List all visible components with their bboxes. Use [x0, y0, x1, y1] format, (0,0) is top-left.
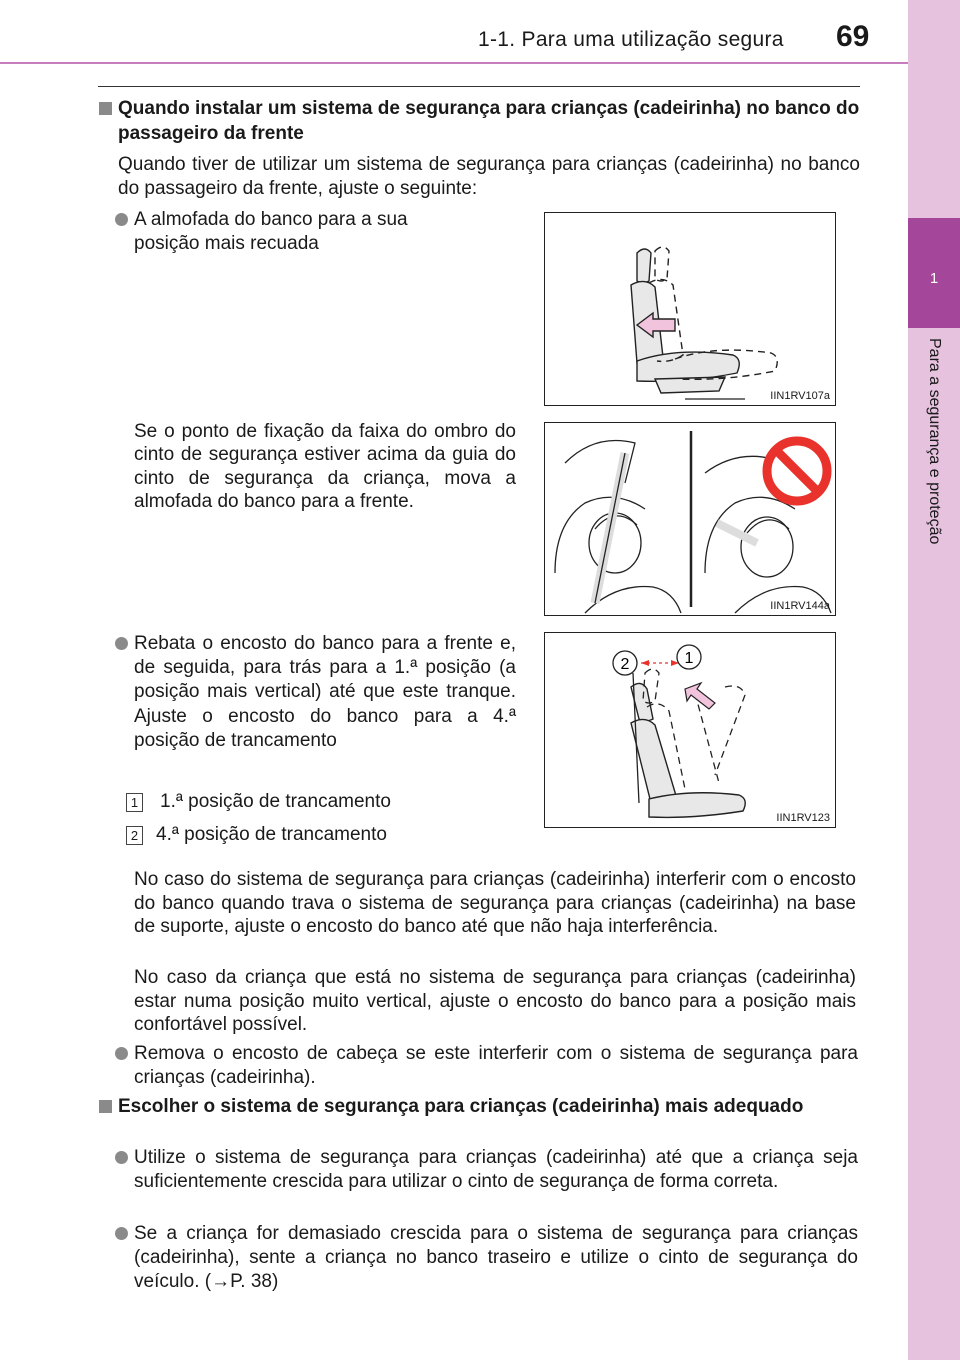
callout-text-2: 4.ª posição de trancamento	[156, 824, 387, 845]
shoulder-belt-note: Se o ponto de fixação da faixa do ombro do cinto de segurança estiver acima da guia do cinto de segurança da criança, mova a almofada do banco para a frente.	[134, 421, 516, 513]
running-header: 1-1. Para uma utilização segura	[478, 28, 784, 51]
bullet-seatback-position: Rebata o encosto do banco para a frente e, de seguida, para trás para a 1.ª posição (a posição mais vertical) até que este tranque. Ajuste o encosto do banco para a 4.ª posição de trancamento	[134, 632, 516, 753]
chapter-side-band	[908, 0, 960, 1360]
section-heading-choose-seat: Escolher o sistema de segurança para crianças (cadeirinha) mais adequado	[118, 1094, 858, 1119]
prohibited-icon	[767, 441, 827, 501]
section-heading-front-seat: Quando instalar um sistema de segurança para crianças (cadeirinha) no banco do passageiro da frente	[118, 96, 860, 146]
bullet-cushion-rearmost: A almofada do banco para a sua posição mais recuada	[134, 208, 464, 256]
callout-number-1: 1	[126, 793, 143, 812]
round-bullet-icon	[115, 1227, 128, 1240]
page-number: 69	[836, 20, 870, 53]
callout-text-1: 1.ª posição de trancamento	[160, 791, 391, 812]
figure3-label-2: 2	[620, 656, 630, 673]
bullet-rear-seat: Se a criança for demasiado crescida para o sistema de segurança para crianças (cadeirinha), sente a criança no banco traseiro e utilize o cinto de segurança do veículo. (→P. 38)	[134, 1222, 858, 1294]
square-bullet-icon	[99, 1100, 112, 1113]
figure-seat-slide	[544, 212, 836, 406]
figure-code-3: IIN1RV123	[776, 812, 830, 824]
round-bullet-icon	[115, 213, 128, 226]
header-divider	[0, 62, 908, 64]
figure-shoulder-belt	[544, 422, 836, 616]
intro-paragraph: Quando tiver de utilizar um sistema de segurança para crianças (cadeirinha) no banco do passageiro da frente, ajuste o seguinte:	[118, 154, 860, 199]
round-bullet-icon	[115, 1047, 128, 1060]
square-bullet-icon	[99, 102, 112, 115]
vertical-position-paragraph: No caso da criança que está no sistema de segurança para crianças (cadeirinha) estar numa posição muito vertical, ajuste o encosto do banco para a posição mais confortável possível.	[134, 967, 856, 1036]
seat-slide-illustration	[545, 213, 835, 405]
chapter-title-vertical: Para a segurança e proteção	[926, 338, 943, 545]
round-bullet-icon	[115, 1151, 128, 1164]
bullet-remove-headrest: Remova o encosto de cabeça se este interferir com o sistema de segurança para crianças (cadeirinha).	[134, 1042, 858, 1090]
section-rule	[98, 86, 860, 87]
round-bullet-icon	[115, 637, 128, 650]
figure3-label-1: 1	[684, 650, 694, 667]
callout-number-2: 2	[126, 826, 143, 845]
figure-seatback-positions	[544, 632, 836, 828]
shoulder-belt-illustration	[545, 423, 835, 615]
figure-code-2: IIN1RV144a	[770, 600, 830, 612]
seatback-illustration	[545, 633, 835, 827]
bullet-use-until-grown: Utilize o sistema de segurança para crianças (cadeirinha) até que a criança seja suficientemente crescida para utilizar o cinto de segurança de forma correta.	[134, 1146, 858, 1194]
interference-paragraph: No caso do sistema de segurança para crianças (cadeirinha) interferir com o encosto do banco quando trava o sistema de segurança para crianças (cadeirinha) na base de suporte, ajuste o encosto do banco até que não haja interferência.	[134, 869, 856, 938]
figure-code-1: IIN1RV107a	[770, 390, 830, 402]
chapter-number-tab[interactable]: 1	[908, 218, 960, 328]
